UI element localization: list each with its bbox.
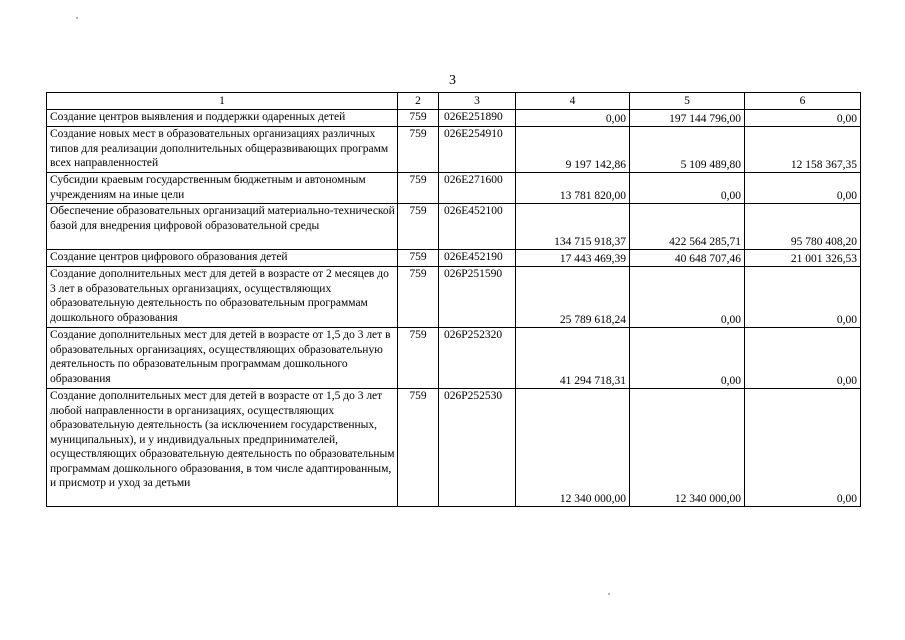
row-value-col5: 197 144 796,00 (630, 110, 745, 127)
table-row (47, 328, 861, 389)
row-grbs-code: 759 (398, 389, 439, 507)
row-name: Создание новых мест в образовательных организациях различных типов для реализации дополнительных общеразвивающих программ всех направленностей (47, 127, 398, 173)
page-number: 3 (449, 73, 456, 88)
row-value-col6: 0,00 (745, 110, 861, 127)
row-target-code: 026E271600 (439, 173, 516, 204)
scan-speck (76, 17, 78, 19)
row-value-col5: 0,00 (630, 267, 745, 328)
row-value-col4: 9 197 142,86 (516, 127, 630, 173)
row-grbs-code: 759 (398, 250, 439, 267)
table-header-row (47, 93, 861, 110)
row-name: Создание центров цифрового образования детей (47, 250, 398, 267)
row-grbs-code: 759 (398, 328, 439, 389)
row-value-col6: 0,00 (745, 173, 861, 204)
row-value-col6: 0,00 (745, 267, 861, 328)
row-value-col5: 40 648 707,46 (630, 250, 745, 267)
row-name: Обеспечение образовательных организаций материально-технической базой для внедрения цифровой образовательной среды (47, 204, 398, 250)
row-value-col5: 422 564 285,71 (630, 204, 745, 250)
table-row (47, 173, 861, 204)
table-row (47, 127, 861, 173)
row-grbs-code: 759 (398, 127, 439, 173)
row-value-col6: 95 780 408,20 (745, 204, 861, 250)
row-value-col6: 0,00 (745, 389, 861, 507)
table-row (47, 389, 861, 507)
row-value-col4: 25 789 618,24 (516, 267, 630, 328)
row-value-col4: 134 715 918,37 (516, 204, 630, 250)
row-value-col6: 0,00 (745, 328, 861, 389)
row-value-col4: 13 781 820,00 (516, 173, 630, 204)
row-name: Создание дополнительных мест для детей в возрасте от 2 месяцев до 3 лет в образовательных организациях, осуществляющих образовательную деятельность по образовательным программам дошкольного образования (47, 267, 398, 328)
row-value-col5: 0,00 (630, 328, 745, 389)
table-row (47, 204, 861, 250)
row-target-code: 026E452190 (439, 250, 516, 267)
row-grbs-code: 759 (398, 173, 439, 204)
row-target-code: 026E452100 (439, 204, 516, 250)
column-header: 5 (630, 93, 745, 110)
row-name: Создание центров выявления и поддержки одаренных детей (47, 110, 398, 127)
row-value-col4: 17 443 469,39 (516, 250, 630, 267)
row-value-col5: 0,00 (630, 173, 745, 204)
row-value-col5: 5 109 489,80 (630, 127, 745, 173)
row-target-code: 026E251890 (439, 110, 516, 127)
row-value-col4: 0,00 (516, 110, 630, 127)
column-header: 6 (745, 93, 861, 110)
row-grbs-code: 759 (398, 110, 439, 127)
row-target-code: 026P251590 (439, 267, 516, 328)
column-header: 3 (439, 93, 516, 110)
row-grbs-code: 759 (398, 267, 439, 328)
row-value-col6: 12 158 367,35 (745, 127, 861, 173)
budget-table (46, 92, 861, 507)
column-header: 2 (398, 93, 439, 110)
row-value-col6: 21 001 326,53 (745, 250, 861, 267)
table-row (47, 110, 861, 127)
row-target-code: 026P252530 (439, 389, 516, 507)
scan-speck (608, 593, 610, 595)
row-target-code: 026P252320 (439, 328, 516, 389)
row-name: Создание дополнительных мест для детей в возрасте от 1,5 до 3 лет в образовательных организациях, осуществляющих образовательную деятельность по образовательным программам дошкольного образования (47, 328, 398, 389)
column-header: 1 (47, 93, 398, 110)
row-value-col4: 12 340 000,00 (516, 389, 630, 507)
row-grbs-code: 759 (398, 204, 439, 250)
row-name: Создание дополнительных мест для детей в возрасте от 1,5 до 3 лет любой направленности в организациях, осуществляющих образовательную деятельность (за исключением государственных, муниципальных), и у индивидуальных предпринимателей, осуществляющих образовательную деятельность по образовательным программам дошкольного образования, в том числе адаптированным, и присмотр и уход за детьми (47, 389, 398, 507)
row-target-code: 026E254910 (439, 127, 516, 173)
row-name: Субсидии краевым государственным бюджетным и автономным учреждениям на иные цели (47, 173, 398, 204)
table-row (47, 250, 861, 267)
row-value-col5: 12 340 000,00 (630, 389, 745, 507)
table-row (47, 267, 861, 328)
column-header: 4 (516, 93, 630, 110)
row-value-col4: 41 294 718,31 (516, 328, 630, 389)
